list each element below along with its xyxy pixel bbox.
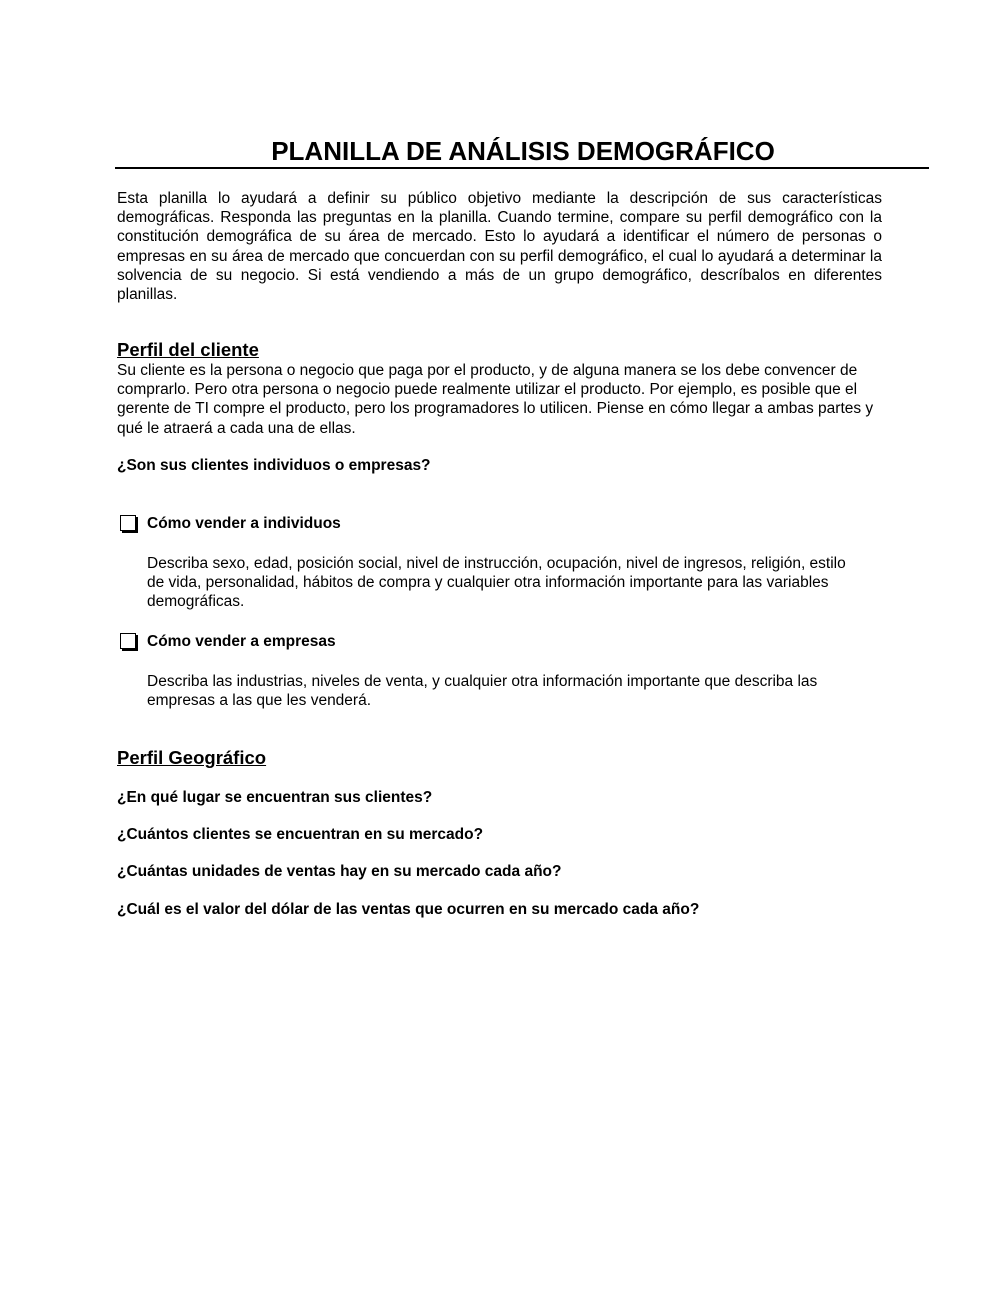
checkbox-companies[interactable] [120,633,136,649]
title-underline-rule [115,167,929,169]
option-companies-description: Describa las industrias, niveles de venta, y cualquier otra información importante que describa las empresas a las que les venderá. [147,673,818,710]
option-individuals-label: Cómo vender a individuos [147,515,341,532]
option-individuals-description: Describa sexo, edad, posición social, nivel de instrucción, ocupación, nivel de ingresos, religión, estilo de vida, personalidad, hábitos de compra y cualquier otra información importante para las variables demográficas. [147,555,846,611]
customer-type-question: ¿Son sus clientes individuos o empresas? [117,457,431,474]
option-companies-label: Cómo vender a empresas [147,633,336,650]
customer-profile-body: Su cliente es la persona o negocio que paga por el producto, y de alguna manera se los debe convencer de comprarlo. Pero otra persona o negocio puede realmente utilizar el producto. Por ejemplo, es posible que el gerente de TI compre el producto, pero los programadores lo utilicen. Piense en cómo llegar a ambas partes y qué le atraerá a cada una de ellas. [117,362,874,437]
geo-question-client-count: ¿Cuántos clientes se encuentran en su mercado? [117,826,484,843]
customer-profile-heading: Perfil del cliente [117,339,259,360]
geo-question-location: ¿En qué lugar se encuentran sus clientes? [117,789,433,806]
geographic-profile-heading: Perfil Geográfico [117,747,267,768]
geo-question-sales-units: ¿Cuántas unidades de ventas hay en su mercado cada año? [117,863,562,880]
document-title: PLANILLA DE ANÁLISIS DEMOGRÁFICO [271,136,775,166]
checkbox-individuals[interactable] [120,515,136,531]
intro-paragraph: Esta planilla lo ayudará a definir su público objetivo mediante la descripción de sus características demográficas. Responda las preguntas en la planilla. Cuando termine, compare su perfil demográfico con la constitución demográfica de su área de mercado. Esto lo ayudará a identificar el número de personas o empresas en su área de mercado que concuerdan con su perfil demográfico, el cual lo ayudará a determinar la solvencia de su negocio. Si está vendiendo a más de un grupo demográfico, descríbalos en diferentes planillas. [117,190,882,304]
geo-question-sales-value: ¿Cuál es el valor del dólar de las ventas que ocurren en su mercado cada año? [117,901,700,918]
